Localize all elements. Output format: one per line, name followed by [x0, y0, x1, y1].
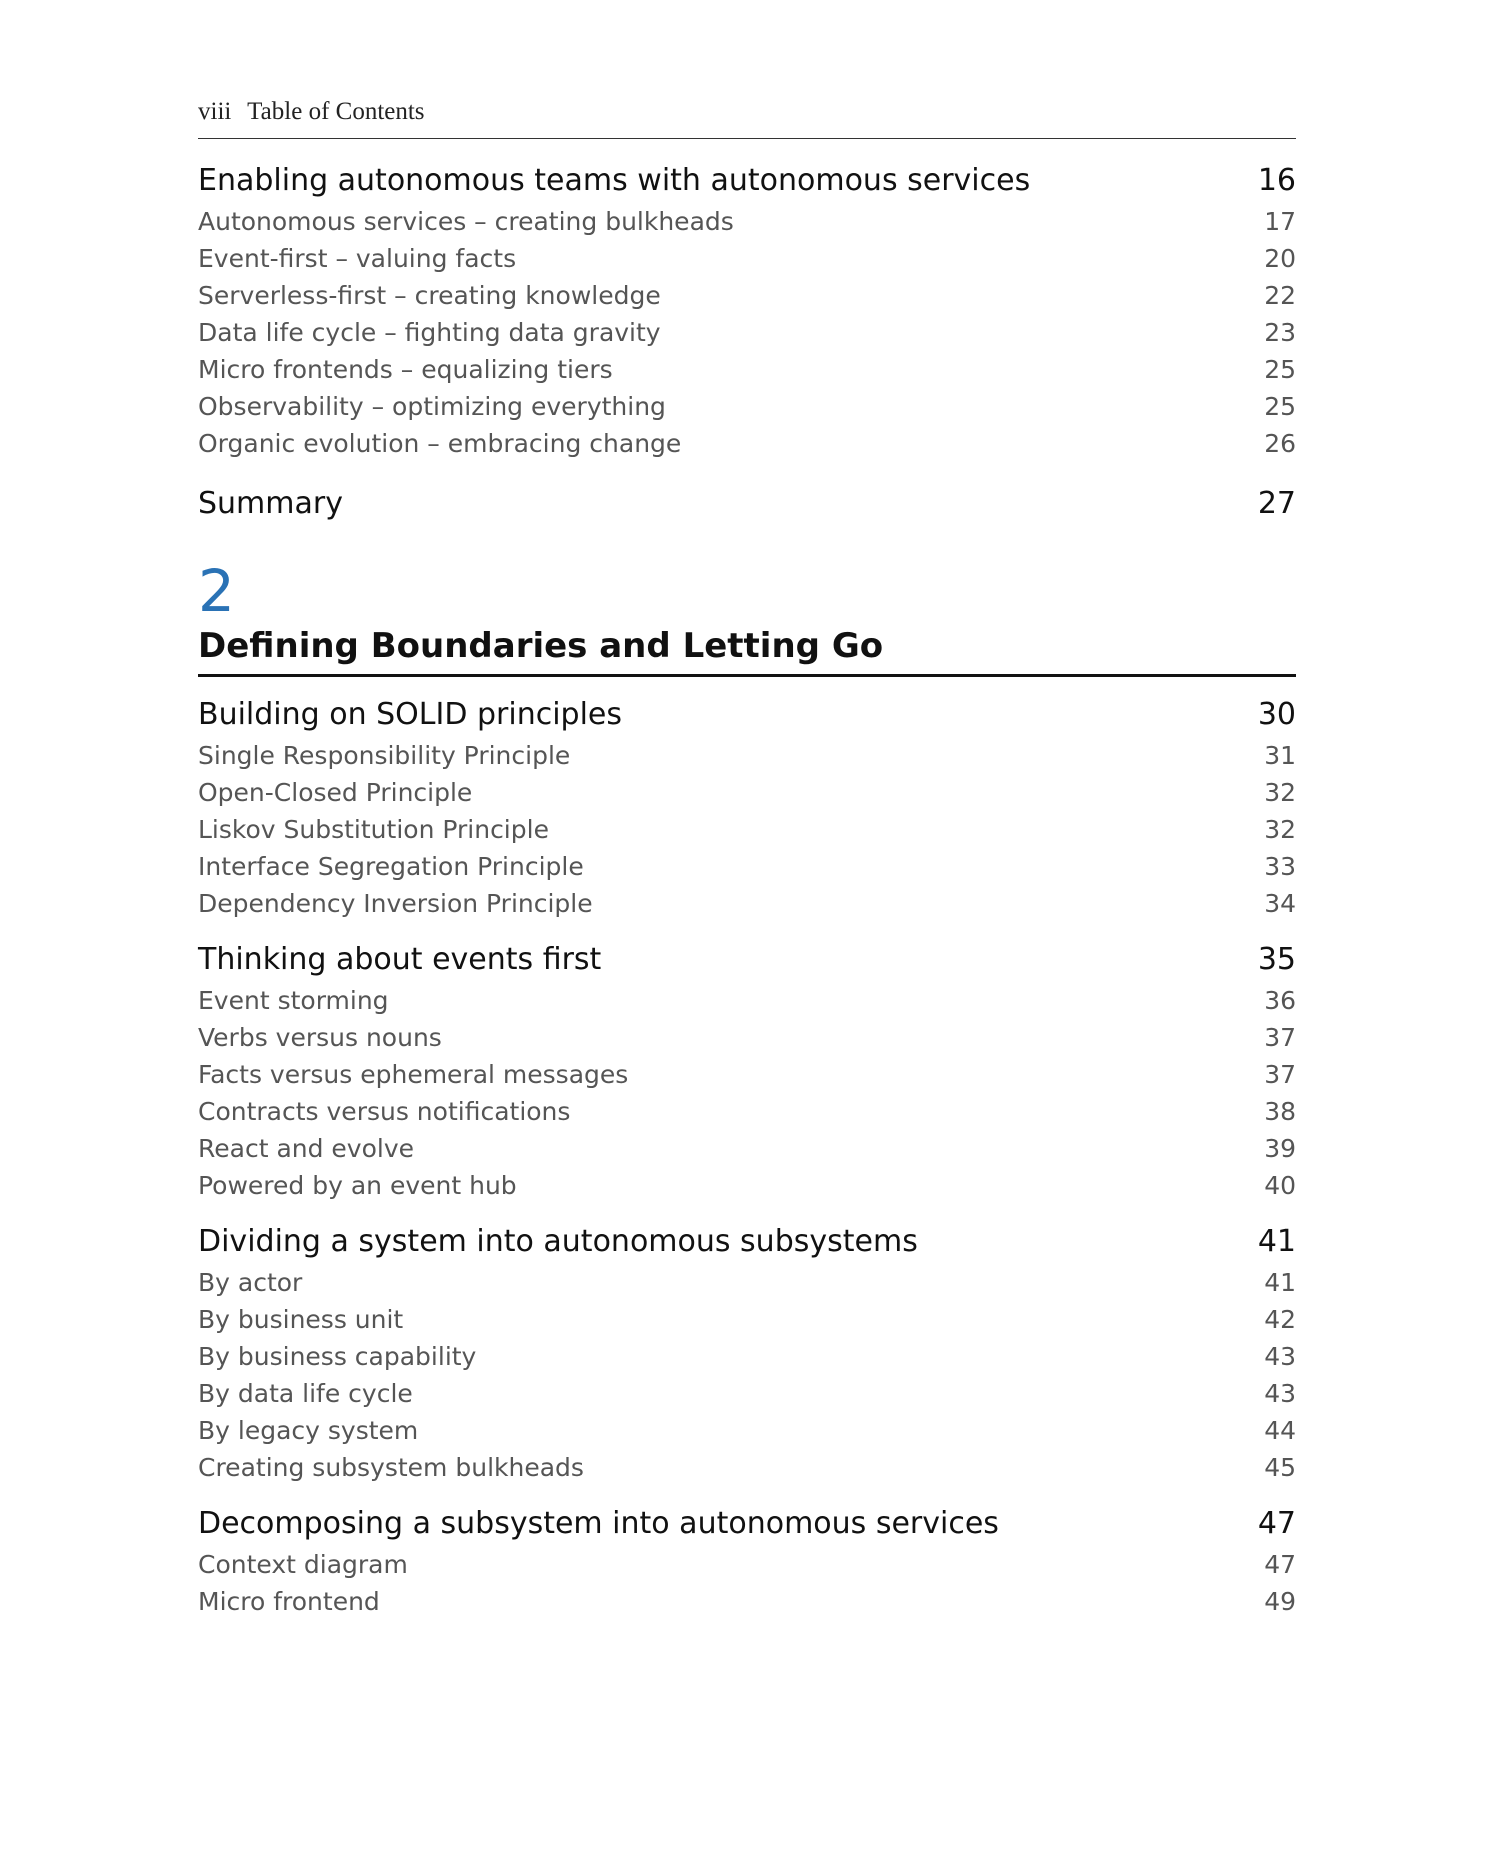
- toc-entry-title: By legacy system: [198, 1416, 419, 1445]
- toc-entry-page: 34: [1264, 889, 1296, 918]
- toc-entry-page: 39: [1264, 1134, 1296, 1163]
- running-head: [198, 96, 1296, 139]
- toc-page: [198, 96, 1296, 1620]
- toc-entry-page: 41: [1264, 1268, 1296, 1297]
- toc-entry-title: Creating subsystem bulkheads: [198, 1453, 584, 1482]
- toc-section: [198, 1504, 1296, 1620]
- toc-entry-title: By data life cycle: [198, 1379, 413, 1408]
- toc-entry-page: 45: [1264, 1453, 1296, 1482]
- toc-entry-row[interactable]: [198, 351, 1296, 388]
- toc-entry-page: 31: [1264, 741, 1296, 770]
- toc-entry-title: Data life cycle – fighting data gravity: [198, 318, 661, 347]
- toc-entry-row[interactable]: [198, 1583, 1296, 1620]
- toc-entry-page: 38: [1264, 1097, 1296, 1126]
- toc-entry-page: 43: [1264, 1379, 1296, 1408]
- toc-entry-page: 37: [1264, 1023, 1296, 1052]
- toc-heading-page: 35: [1257, 942, 1296, 977]
- toc-entry-page: 22: [1264, 281, 1296, 310]
- toc-entry-page: 32: [1264, 778, 1296, 807]
- toc-entry-row[interactable]: [198, 848, 1296, 885]
- toc-entry-row[interactable]: [198, 982, 1296, 1019]
- toc-entry-page: 47: [1264, 1550, 1296, 1579]
- toc-section: [198, 695, 1296, 922]
- toc-entry-row[interactable]: [198, 774, 1296, 811]
- toc-entry-title: Powered by an event hub: [198, 1171, 517, 1200]
- toc-entry-title: Organic evolution – embracing change: [198, 429, 682, 458]
- running-head-title: Table of Contents: [247, 98, 425, 125]
- toc-entry-row[interactable]: [198, 737, 1296, 774]
- toc-entry-row[interactable]: [198, 1338, 1296, 1375]
- toc-heading-title: Dividing a system into autonomous subsystems: [198, 1224, 918, 1259]
- toc-heading-title: Decomposing a subsystem into autonomous services: [198, 1506, 999, 1541]
- toc-heading-row[interactable]: [198, 1222, 1296, 1262]
- toc-entry-title: Micro frontends – equalizing tiers: [198, 355, 613, 384]
- toc-heading-title: Enabling autonomous teams with autonomous services: [198, 163, 1031, 198]
- toc-entry-page: 43: [1264, 1342, 1296, 1371]
- toc-entry-page: 42: [1264, 1305, 1296, 1334]
- toc-entry-page: 20: [1264, 244, 1296, 273]
- toc-entry-page: 37: [1264, 1060, 1296, 1089]
- toc-heading-row[interactable]: [198, 940, 1296, 980]
- toc-entry-title: Liskov Substitution Principle: [198, 815, 549, 844]
- toc-entry-title: Context diagram: [198, 1550, 408, 1579]
- toc-entry-row[interactable]: [198, 1130, 1296, 1167]
- toc-entry-title: Serverless-first – creating knowledge: [198, 281, 661, 310]
- toc-entry-row[interactable]: [198, 425, 1296, 462]
- toc-entry-title: Observability – optimizing everything: [198, 392, 666, 421]
- toc-entry-page: 32: [1264, 815, 1296, 844]
- toc-entry-row[interactable]: [198, 811, 1296, 848]
- toc-entry-row[interactable]: [198, 1167, 1296, 1204]
- chapter-number: 2: [198, 557, 235, 625]
- toc-entry-title: Open-Closed Principle: [198, 778, 473, 807]
- toc-entry-title: Event storming: [198, 986, 389, 1015]
- toc-entry-row[interactable]: [198, 1449, 1296, 1486]
- toc-entry-page: 44: [1264, 1416, 1296, 1445]
- toc-heading-row[interactable]: [198, 161, 1296, 201]
- toc-entry-row[interactable]: [198, 1019, 1296, 1056]
- toc-entry-row[interactable]: [198, 1093, 1296, 1130]
- toc-entry-row[interactable]: [198, 1301, 1296, 1338]
- toc-entry-title: Single Responsibility Principle: [198, 741, 571, 770]
- toc-heading-row[interactable]: [198, 695, 1296, 735]
- toc-entry-title: Verbs versus nouns: [198, 1023, 442, 1052]
- toc-summary-title: Summary: [198, 486, 343, 521]
- toc-heading-title: Thinking about events first: [198, 942, 602, 977]
- toc-entry-title: Dependency Inversion Principle: [198, 889, 593, 918]
- toc-heading-row[interactable]: [198, 1504, 1296, 1544]
- toc-heading-title: Building on SOLID principles: [198, 697, 623, 732]
- toc-entry-row[interactable]: [198, 1412, 1296, 1449]
- toc-entry-page: 49: [1264, 1587, 1296, 1616]
- toc-entry-title: Autonomous services – creating bulkheads: [198, 207, 734, 236]
- toc-entry-row[interactable]: [198, 203, 1296, 240]
- toc-heading-page: 41: [1257, 1224, 1296, 1259]
- toc-heading-page: 16: [1257, 163, 1296, 198]
- toc-entry-page: 25: [1264, 392, 1296, 421]
- toc-entry-title: By business capability: [198, 1342, 477, 1371]
- toc-entry-page: 17: [1264, 207, 1296, 236]
- toc-entry-page: 26: [1264, 429, 1296, 458]
- toc-entry-row[interactable]: [198, 388, 1296, 425]
- chapter-title: Defining Boundaries and Letting Go: [198, 624, 1296, 677]
- toc-entry-page: 36: [1264, 986, 1296, 1015]
- page-folio: viii: [198, 98, 232, 125]
- toc-entry-row[interactable]: [198, 1375, 1296, 1412]
- toc-entry-title: React and evolve: [198, 1134, 415, 1163]
- toc-entry-title: Micro frontend: [198, 1587, 380, 1616]
- toc-heading-page: 30: [1257, 697, 1296, 732]
- toc-entry-title: Facts versus ephemeral messages: [198, 1060, 629, 1089]
- toc-entry-page: 33: [1264, 852, 1296, 881]
- toc-entry-row[interactable]: [198, 885, 1296, 922]
- toc-entry-row[interactable]: [198, 1546, 1296, 1583]
- toc-heading-page: 47: [1257, 1506, 1296, 1541]
- toc-entry-page: 25: [1264, 355, 1296, 384]
- toc-entry-title: Contracts versus notifications: [198, 1097, 571, 1126]
- toc-entry-page: 23: [1264, 318, 1296, 347]
- toc-entry-row[interactable]: [198, 277, 1296, 314]
- toc-entry-title: Interface Segregation Principle: [198, 852, 584, 881]
- toc-section: [198, 1222, 1296, 1486]
- toc-section: [198, 161, 1296, 462]
- toc-entry-page: 40: [1264, 1171, 1296, 1200]
- toc-entry-row[interactable]: [198, 314, 1296, 351]
- toc-entry-row[interactable]: [198, 240, 1296, 277]
- toc-entry-title: Event-first – valuing facts: [198, 244, 517, 273]
- toc-entry-title: By business unit: [198, 1305, 404, 1334]
- toc-entry-row[interactable]: [198, 1264, 1296, 1301]
- toc-summary-page: 27: [1257, 486, 1296, 521]
- toc-summary-row[interactable]: [198, 484, 1296, 524]
- toc-section: [198, 940, 1296, 1204]
- toc-entry-title: By actor: [198, 1268, 303, 1297]
- toc-entry-row[interactable]: [198, 1056, 1296, 1093]
